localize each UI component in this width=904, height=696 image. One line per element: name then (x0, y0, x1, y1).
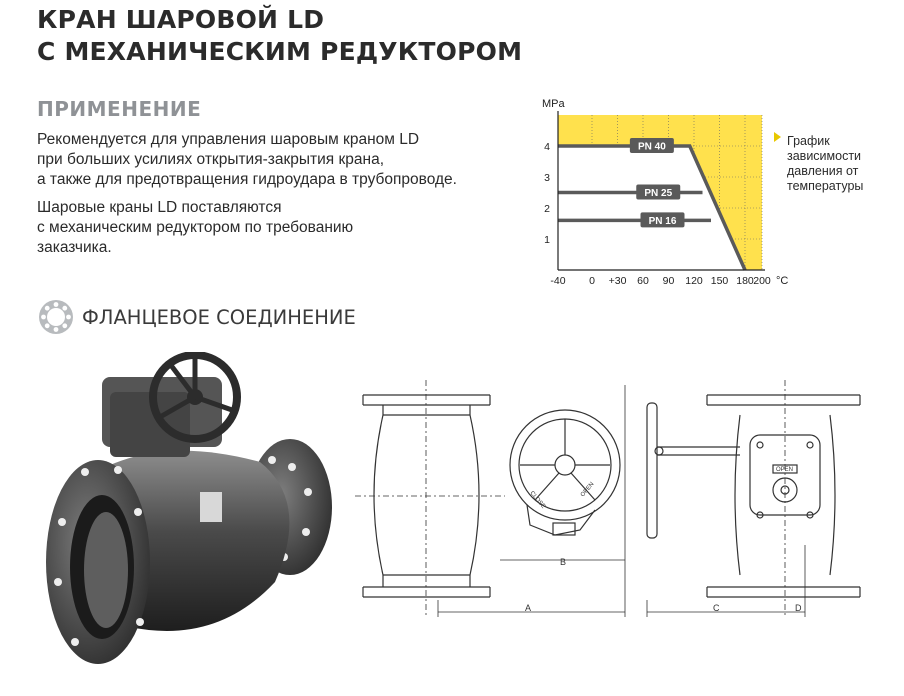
page-title-line-2: С МЕХАНИЧЕСКИМ РЕДУКТОРОМ (37, 37, 523, 66)
flange-ring-icon (37, 298, 75, 336)
connection-heading: ФЛАНЦЕВОЕ СОЕДИНЕНИЕ (82, 306, 356, 329)
chart-x-tick-label: 0 (589, 275, 595, 287)
dim-label-d: D (795, 603, 802, 613)
chart-y-tick-label: 3 (544, 172, 550, 184)
application-paragraph-2 (37, 198, 353, 258)
page-title (37, 4, 522, 68)
chart-y-tick-label: 4 (544, 141, 550, 153)
paragraph-line: заказчика. (37, 239, 112, 256)
dim-label-c: C (713, 603, 720, 613)
page-title-line-1: КРАН ШАРОВОЙ LD (37, 5, 325, 34)
chart-x-label: °C (776, 275, 789, 287)
chart-series-label: PN 25 (644, 188, 673, 199)
valve-photo (40, 352, 340, 687)
chart-note-line: температуры (787, 179, 864, 193)
dim-label-b: B (560, 557, 567, 567)
gearbox-view (500, 410, 625, 567)
chart-series-label: PN 40 (637, 141, 666, 153)
application-paragraph-1 (37, 130, 457, 190)
chart-x-tick-label: 180 (736, 275, 754, 287)
chart-x-tick-label: 120 (685, 275, 703, 287)
chart-x-tick-label: 150 (710, 275, 729, 287)
chart-y-label: MPa (542, 98, 565, 110)
paragraph-line: Рекомендуется для управления шаровым краном LD (37, 131, 420, 148)
chart-x-tick-label: +30 (608, 275, 627, 287)
chart-note-line: График (787, 134, 830, 148)
dim-label-a: A (525, 603, 532, 613)
chart-x-tick-label: 60 (637, 275, 649, 287)
paragraph-line: Шаровые краны LD поставляются (37, 199, 282, 216)
open-label: OPEN (776, 467, 794, 473)
technical-drawing (355, 375, 875, 625)
side-view (647, 380, 860, 615)
chart-y-tick-label: 1 (544, 234, 550, 246)
chart-note-line: давления от (787, 164, 859, 178)
chart-note-line: зависимости (787, 149, 862, 163)
paragraph-line: а также для предотвращения гидроудара в трубопроводе. (37, 171, 457, 188)
chart-note (787, 134, 863, 194)
chart-series-label: PN 16 (648, 215, 677, 227)
close-label: CLOSE (528, 490, 547, 510)
paragraph-line: при больших усилиях открытия-закрытия крана, (37, 151, 385, 168)
open-label: OPEN (579, 481, 596, 499)
front-view (355, 380, 505, 615)
chart-x-tick-label: 90 (662, 275, 675, 287)
chart-x-tick-label: 200 (753, 275, 771, 287)
chart-note-pointer (774, 132, 781, 142)
application-heading: ПРИМЕНЕНИЕ (37, 97, 202, 121)
chart-x-tick-label: -40 (550, 275, 566, 287)
paragraph-line: с механическим редуктором по требованию (37, 219, 354, 236)
chart-y-tick-label: 2 (544, 203, 550, 215)
